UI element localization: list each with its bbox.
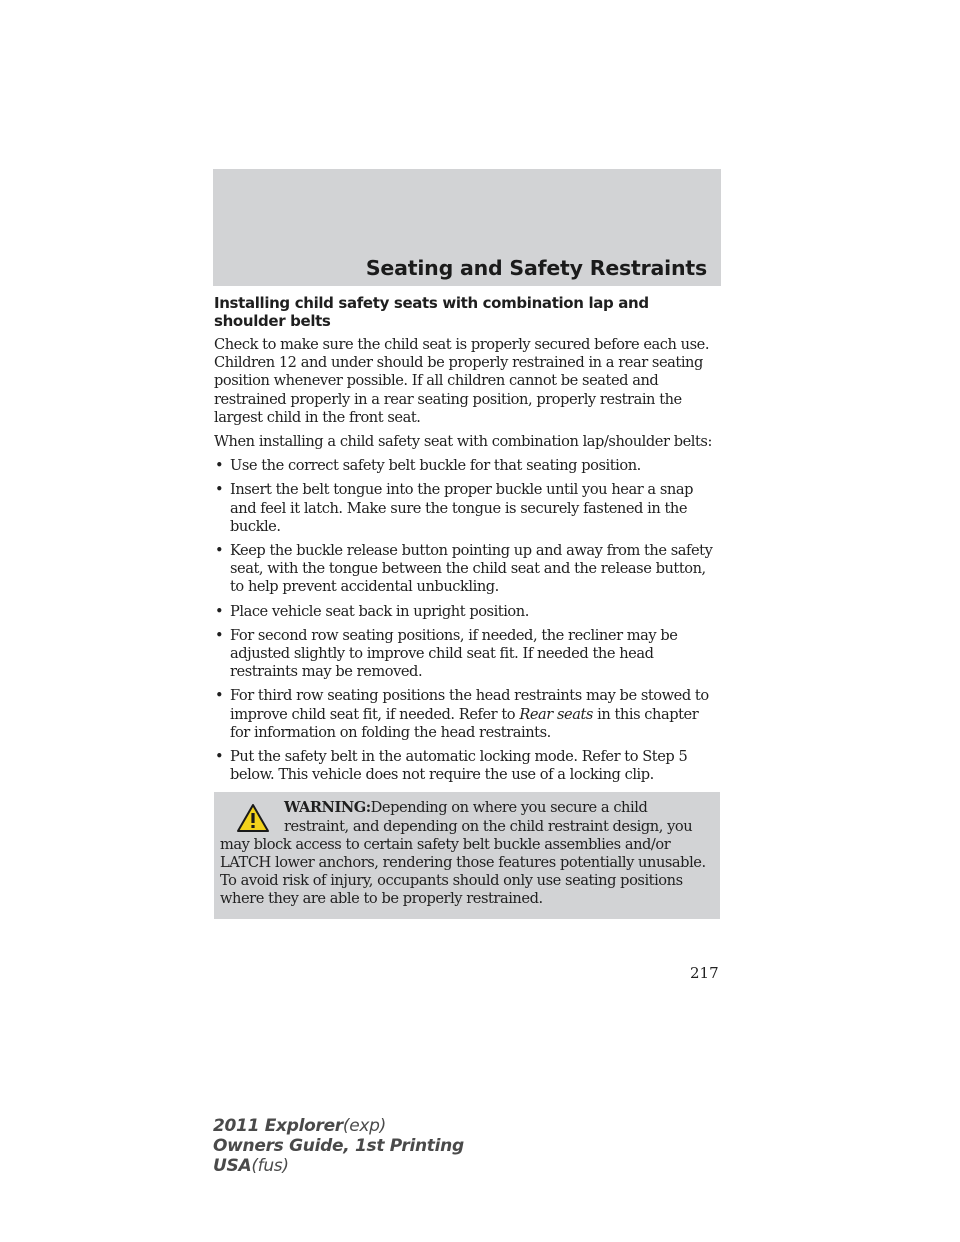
footer-line-1 bbox=[213, 1116, 464, 1136]
list-item bbox=[214, 542, 720, 597]
list-item bbox=[214, 687, 720, 742]
warning-text: Depending on where you secure a child restraint, and depending on the child restraint design, you may block access to certain safety belt buckle assemblies and/or LATCH lower anchors, rendering those features potentially unusable. To avoid risk of injury, occupants should only use seating positions where they are able to be properly restrained. bbox=[220, 799, 706, 908]
list-item bbox=[214, 748, 720, 784]
bullet-icon: • bbox=[215, 457, 224, 475]
section-header-band bbox=[213, 169, 721, 286]
list-item-text-continued: in this chapter for information on folding the head restraints. bbox=[230, 705, 699, 741]
list-item bbox=[214, 457, 720, 475]
page-number: 217 bbox=[690, 964, 719, 982]
list-item-text: Keep the buckle release button pointing up and away from the safety seat, with the tongue between the child seat and the release button, to help prevent accidental unbuckling. bbox=[230, 542, 713, 596]
document-footer bbox=[213, 1116, 464, 1176]
subsection-heading: Installing child safety seats with combination lap and shoulder belts bbox=[214, 294, 649, 330]
warning-box bbox=[214, 792, 720, 918]
intro-paragraph: Check to make sure the child seat is properly secured before each use. Children 12 and under should be properly restrained in a rear seating position whenever possible. If all children cannot be seated and restrained properly in a rear seating position, properly restrain the largest child in the front seat. bbox=[214, 336, 710, 426]
bullet-icon: • bbox=[215, 626, 224, 644]
list-item-text: Insert the belt tongue into the proper buckle until you hear a snap and feel it latch. Make sure the tongue is securely fastened in the buckle. bbox=[230, 481, 693, 535]
list-item-text: For third row seating positions the head restraints may be stowed to improve child seat fit, if needed. Refer to bbox=[230, 687, 709, 723]
list-item bbox=[214, 603, 720, 621]
bullet-icon: • bbox=[215, 481, 224, 499]
footer-model: 2011 Explorer bbox=[213, 1116, 343, 1136]
footer-market: USA bbox=[213, 1156, 252, 1176]
warning-label: WARNING: bbox=[284, 799, 371, 817]
footer-model-code: (exp) bbox=[342, 1116, 386, 1136]
list-item bbox=[214, 627, 720, 682]
bullet-icon: • bbox=[215, 542, 224, 560]
list-item-text: Put the safety belt in the automatic locking mode. Refer to Step 5 below. This vehicle does not require the use of a locking clip. bbox=[230, 748, 688, 784]
installation-steps-list bbox=[214, 457, 720, 784]
warning-triangle-icon bbox=[236, 803, 270, 833]
footer-line-3 bbox=[213, 1156, 464, 1176]
lead-in-paragraph: When installing a child safety seat with combination lap/shoulder belts: bbox=[214, 433, 712, 451]
rear-seats-reference: Rear seats bbox=[519, 705, 593, 723]
footer-market-code: (fus) bbox=[251, 1156, 289, 1176]
list-item-text: Use the correct safety belt buckle for that seating position. bbox=[230, 457, 641, 475]
bullet-icon: • bbox=[215, 687, 224, 705]
page-content bbox=[214, 294, 720, 919]
bullet-icon: • bbox=[215, 602, 224, 620]
list-item-text: Place vehicle seat back in upright position. bbox=[230, 602, 529, 620]
section-title: Seating and Safety Restraints bbox=[365, 256, 707, 280]
footer-line-2: Owners Guide, 1st Printing bbox=[213, 1136, 464, 1156]
bullet-icon: • bbox=[215, 748, 224, 766]
list-item-text: For second row seating positions, if needed, the recliner may be adjusted slightly to improve child seat fit. If needed the head restraints may be removed. bbox=[230, 626, 678, 681]
list-item bbox=[214, 481, 720, 536]
